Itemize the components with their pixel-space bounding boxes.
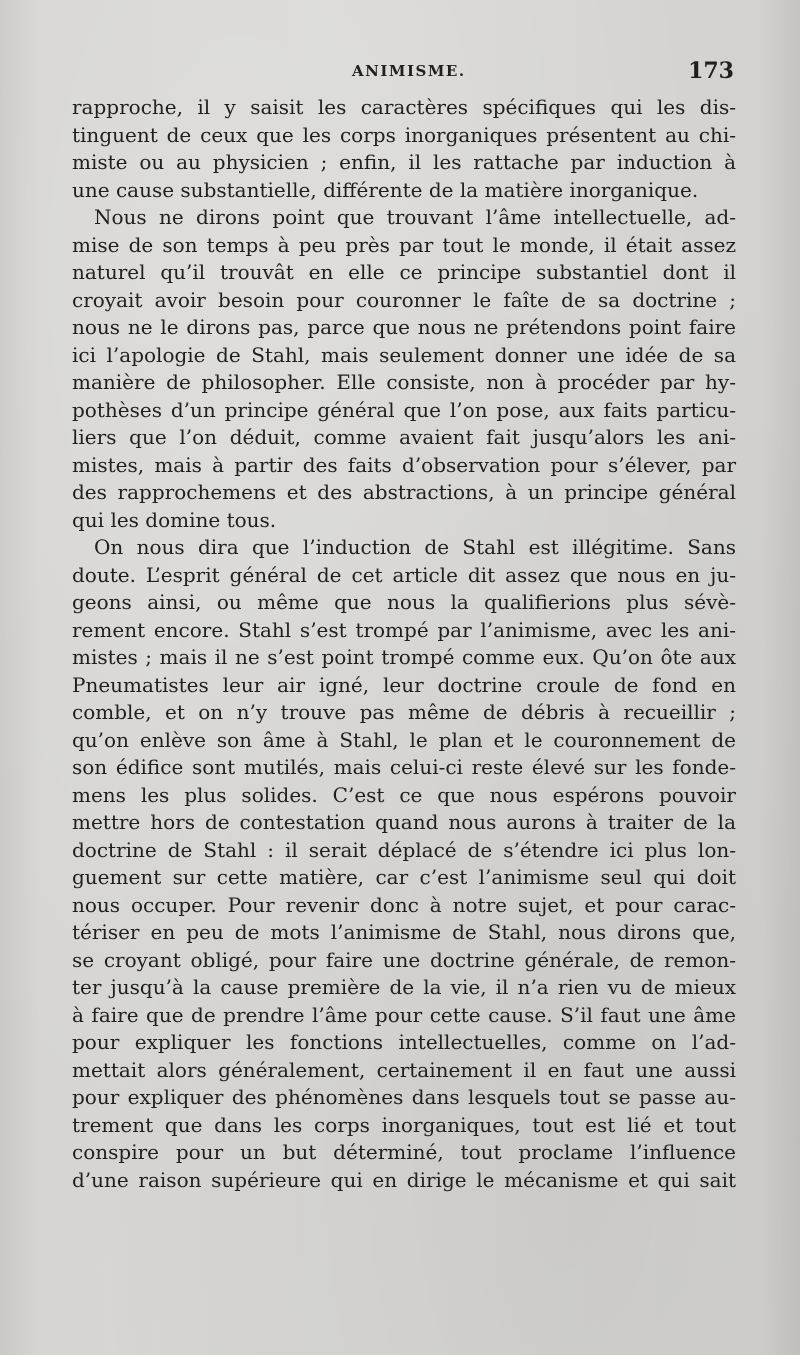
text-line: geons ainsi, ou même que nous la qualifierions plus sévè- [72, 590, 736, 614]
text-line: croyait avoir besoin pour couronner le faîte de sa doctrine ; [72, 287, 736, 312]
text-line: mens les plus solides. C’est ce que nous espérons pouvoir [72, 782, 736, 807]
text-line: nous occuper. Pour revenir donc à notre sujet, et pour carac- [72, 892, 736, 917]
text-line: naturel qu’il trouvât en elle ce principe substantiel dont il [72, 260, 736, 284]
text-line: mettait alors généralement, certainement il en faut une aussi [72, 1057, 736, 1082]
text-line: pour expliquer des phénomènes dans lesquels tout se passe au- [72, 1085, 736, 1109]
text-line: mettre hors de contestation quand nous aurons à traiter de la [72, 810, 736, 834]
text-line: tériser en peu de mots l’animisme de Stahl, nous dirons que, [72, 920, 736, 944]
text-line: trement que dans les corps inorganiques, tout est lié et tout [72, 1112, 736, 1137]
text-line: conspire pour un but déterminé, tout proclame l’influence [72, 1140, 736, 1164]
text-line: tinguent de ceux que les corps inorganiques présentent au chi- [72, 122, 736, 147]
text-line: doute. L’esprit général de cet article dit assez que nous en ju- [72, 562, 736, 587]
text-line: à faire que de prendre l’âme pour cette cause. S’il faut une âme [72, 1002, 736, 1027]
text-line: ici l’apologie de Stahl, mais seulement donner une idée de sa [72, 342, 736, 367]
text-line: des rapprochemens et des abstractions, à un principe général [72, 480, 736, 504]
text-line: doctrine de Stahl : il serait déplacé de s’étendre ici plus lon- [72, 837, 736, 862]
text-line: guement sur cette matière, car c’est l’animisme seul qui doit [72, 865, 736, 889]
text-line: mistes ; mais il ne s’est point trompé comme eux. Qu’on ôte aux [72, 645, 736, 669]
text-line: qui les domine tous. [72, 507, 277, 532]
text-line: miste ou au physicien ; enfin, il les rattache par induction à [72, 150, 736, 174]
text-line: Pneumatistes leur air igné, leur doctrine croule de fond en [72, 672, 736, 697]
text-line: rapproche, il y saisit les caractères spécifiques qui les dis- [72, 95, 736, 119]
page-number: 173 [688, 58, 734, 84]
text-line: mistes, mais à partir des faits d’observation pour s’élever, par [72, 452, 736, 477]
body-text [72, 94, 736, 1194]
text-line: nous ne le dirons pas, parce que nous ne prétendons point faire [72, 315, 736, 339]
text-line: On nous dira que l’induction de Stahl est illégitime. Sans [94, 535, 736, 559]
text-line: ter jusqu’à la cause première de la vie, il n’a rien vu de mieux [72, 975, 736, 999]
text-line: liers que l’on déduit, comme avaient fait jusqu’alors les ani- [72, 425, 736, 449]
text-line: rement encore. Stahl s’est trompé par l’animisme, avec les ani- [72, 617, 736, 642]
text-line: son édifice sont mutilés, mais celui-ci reste élevé sur les fonde- [72, 755, 736, 779]
text-line: se croyant obligé, pour faire une doctrine générale, de remon- [72, 947, 736, 972]
running-head: ANIMISME. [352, 62, 466, 80]
text-line: comble, et on n’y trouve pas même de débris à recueillir ; [72, 700, 736, 724]
text-line: mise de son temps à peu près par tout le monde, il était assez [72, 232, 736, 257]
text-line: manière de philosopher. Elle consiste, non à procéder par hy- [72, 370, 736, 394]
text-line: qu’on enlève son âme à Stahl, le plan et le couronnement de [72, 727, 736, 752]
text-line: pour expliquer les fonctions intellectuelles, comme on l’ad- [72, 1030, 736, 1054]
page-header [72, 58, 736, 90]
text-line: pothèses d’un principe général que l’on pose, aux faits particu- [72, 397, 736, 422]
text-line: une cause substantielle, différente de la matière inorganique. [72, 177, 699, 202]
text-line: Nous ne dirons point que trouvant l’âme intellectuelle, ad- [94, 205, 736, 229]
text-line: d’une raison supérieure qui en dirige le mécanisme et qui sait [72, 1167, 736, 1192]
